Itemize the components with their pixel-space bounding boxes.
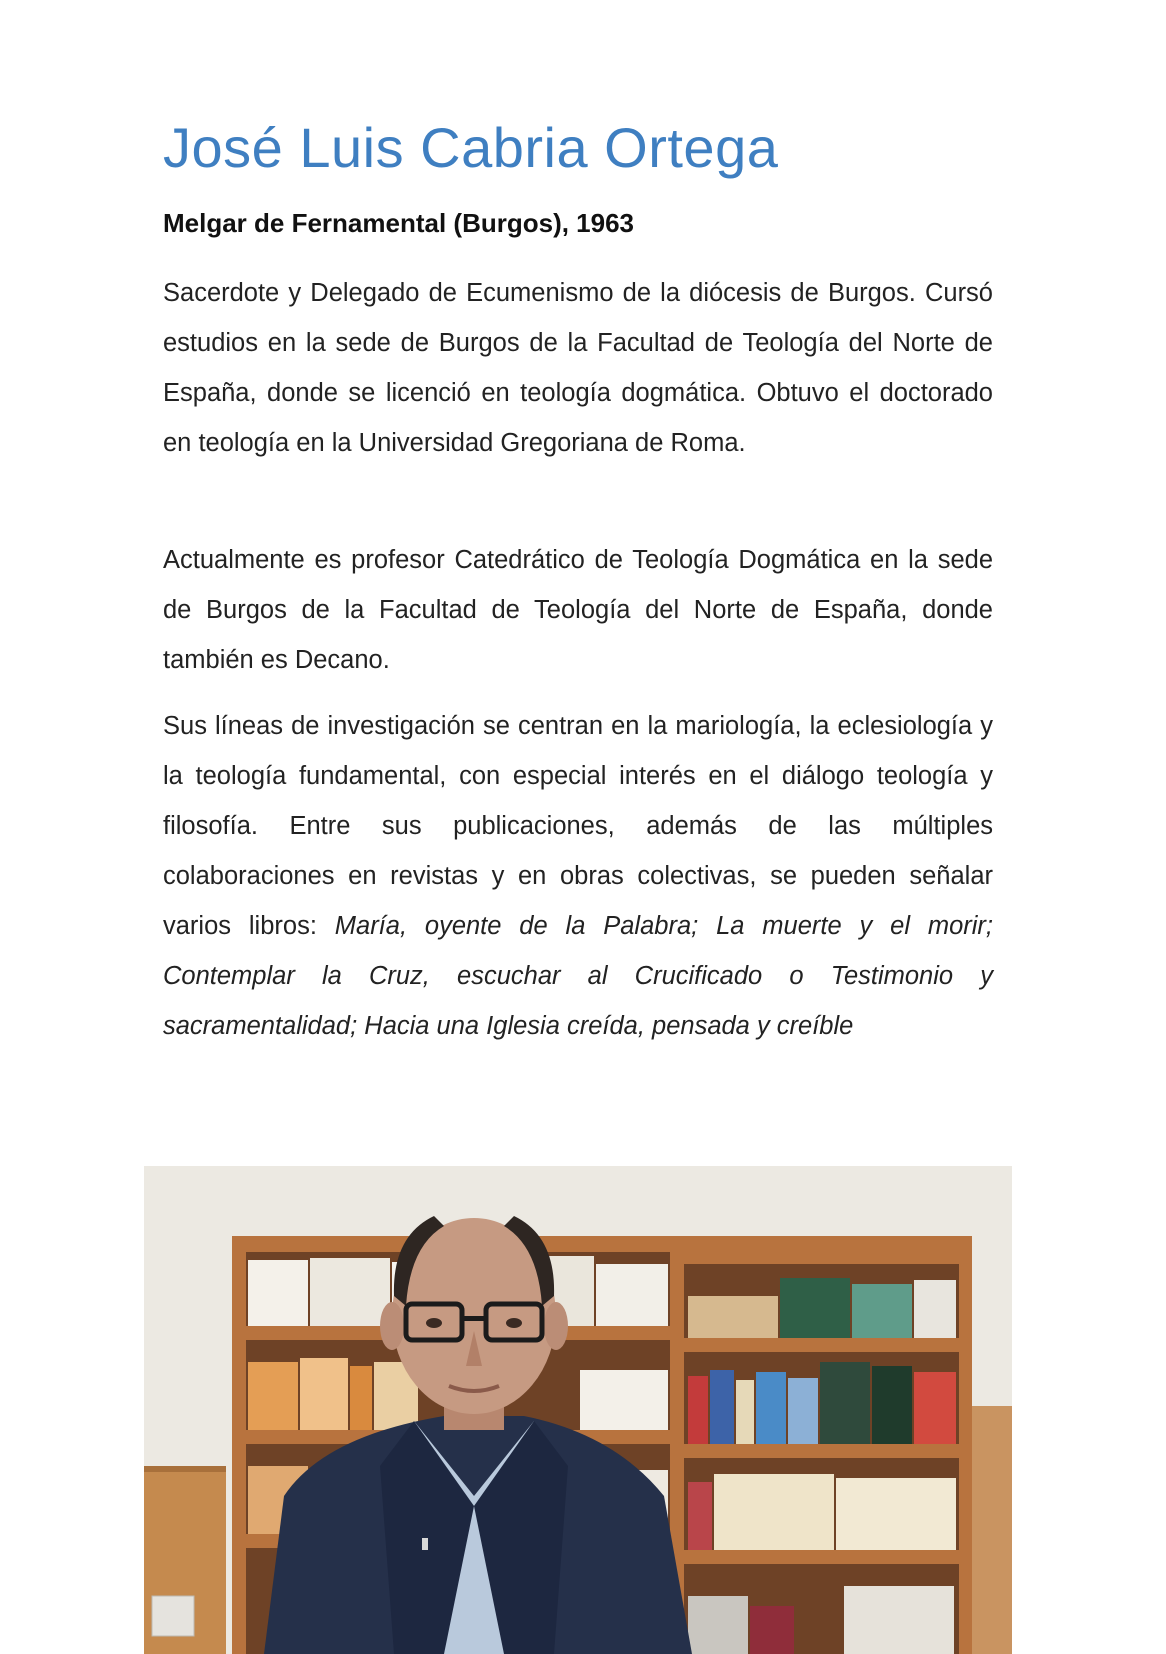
bio-paragraph-1: Sacerdote y Delegado de Ecumenismo de la diócesis de Burgos. Cursó estudios en la sede de Burgos de la Facultad de Teología del Norte de España, donde se licenció en teología dogmática. Obtuvo el doctorado en teología en la Universidad Gregoriana de Roma. bbox=[163, 279, 993, 457]
author-origin: Melgar de Fernamental (Burgos), 1963 bbox=[163, 208, 635, 238]
bio-paragraph-2: Actualmente es profesor Catedrático de Teología Dogmática en la sede de Burgos de la Facultad de Teología del Norte de España, donde también es Decano. bbox=[163, 546, 993, 674]
bio-paragraph-3 bbox=[163, 701, 993, 1051]
portrait-photo-icon bbox=[144, 1166, 1012, 1654]
bio-paragraph-3-intro: Sus líneas de investigación se centran en la mariología, la eclesiología y la teología fundamental, con especial interés en el diálogo teología y filosofía. Entre sus publicaciones, además de las múltiples colaboraciones en revistas y en obras colectivas, se pueden señalar varios libros: bbox=[163, 712, 993, 940]
book-list: María, oyente de la Palabra; La muerte y el morir; Contemplar la Cruz, escuchar al Crucificado o Testimonio y sacramentalidad; Hacia una Iglesia creída, pensada y creíble bbox=[163, 912, 993, 1040]
portrait-photo bbox=[144, 1166, 1012, 1654]
author-name: José Luis Cabria Ortega bbox=[163, 116, 779, 179]
